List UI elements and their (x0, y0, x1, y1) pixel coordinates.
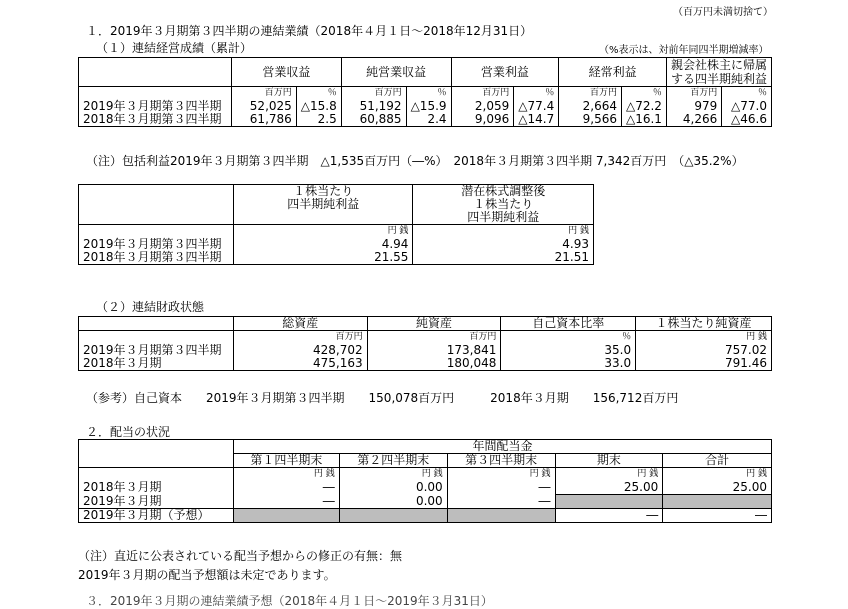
unit-yen-sen: 円 銭 (233, 225, 412, 239)
col-net-assets: 純資産 (367, 317, 501, 331)
row-label: 2018年３月期 (79, 357, 234, 371)
results-corner (79, 58, 232, 87)
results-table (78, 57, 772, 127)
col-year-end: 期末 (555, 454, 663, 468)
cell: 35.0 (501, 344, 636, 357)
cell: 9,096 (451, 113, 514, 127)
cell: 979 (666, 100, 721, 113)
unit-row-label (79, 87, 232, 101)
unit-cell: 百万円 (233, 331, 367, 345)
unit-yen: 百万円 (231, 87, 296, 101)
shaded-cell (233, 509, 339, 523)
row-label: 2019年３月期第３四半期 (79, 238, 234, 251)
unit-note: （百万円未満切捨て） (673, 7, 773, 18)
cell: 0.00 (339, 481, 447, 495)
table-row (79, 113, 772, 127)
unit-pct: ％ (296, 87, 341, 101)
table-row (79, 251, 594, 265)
col-total-assets: 総資産 (233, 317, 367, 331)
eps-col2-line1: 潜在株式調整後 (413, 185, 594, 199)
eps-col2-line2: １株当たり (413, 198, 594, 211)
col-bps: １株当たり純資産 (636, 317, 772, 331)
cell: 52,025 (231, 100, 296, 113)
col-operating-revenue: 営業収益 (231, 58, 341, 87)
cell: △77.4 (514, 100, 559, 113)
row-label: 2018年３月期 (79, 481, 234, 495)
cell: 21.55 (233, 251, 412, 265)
col-equity-ratio: 自己資本比率 (501, 317, 636, 331)
table-row (79, 481, 772, 495)
cell: △15.9 (406, 100, 451, 113)
cell: △15.8 (296, 100, 341, 113)
section3-title-cut: ３．2019年３月期の連結業績予想（2018年４月１日～2019年３月31日） (86, 594, 493, 608)
cell: 4.93 (413, 238, 594, 251)
unit-yen-sen: 円 銭 (555, 468, 663, 482)
dividends-table (78, 439, 772, 523)
unit-yen-sen: 円 銭 (413, 225, 594, 239)
col-operating-income: 営業利益 (451, 58, 559, 87)
eps-table (78, 184, 594, 265)
financial-table (78, 316, 772, 371)
table-row (79, 495, 772, 509)
unit-row-label (79, 468, 234, 482)
col-net-operating-revenue: 純営業収益 (341, 58, 451, 87)
table-row (79, 509, 772, 523)
unit-yen-sen: 円 銭 (447, 468, 555, 482)
eps-col2-line3: 四半期純利益 (413, 211, 594, 225)
cell: △46.6 (722, 113, 772, 127)
cell: 60,885 (341, 113, 406, 127)
unit-cell: 百万円 (367, 331, 501, 345)
cell: △72.2 (621, 100, 666, 113)
cell: 2,664 (559, 100, 622, 113)
cell: 33.0 (501, 357, 636, 371)
cell: 180,048 (367, 357, 501, 371)
col-ordinary-income: 経常利益 (559, 58, 667, 87)
financial-corner (79, 317, 234, 331)
cell: ― (663, 509, 772, 523)
cell: 61,786 (231, 113, 296, 127)
cell: ― (447, 495, 555, 509)
shaded-cell (339, 509, 447, 523)
cell: 51,192 (341, 100, 406, 113)
cell: 25.00 (663, 481, 772, 495)
eps-corner (79, 185, 234, 225)
cell: 25.00 (555, 481, 663, 495)
dividends-corner (79, 440, 234, 468)
eps-col1-spacer (233, 211, 412, 225)
cell: ― (555, 509, 663, 523)
col-total: 合計 (663, 454, 772, 468)
row-label: 2018年３月期第３四半期 (79, 113, 232, 127)
cell: 9,566 (559, 113, 622, 127)
cell: ― (447, 481, 555, 495)
cell: 428,702 (233, 344, 367, 357)
cell: ― (233, 481, 339, 495)
section2-title: ２．配当の状況 (86, 425, 171, 439)
cell: ― (233, 495, 339, 509)
row-label: 2019年３月期（予想） (79, 509, 234, 523)
comprehensive-income-note: （注）包括利益2019年３月期第３四半期 △1,535百万円（―%） 2018年３月期第３四半期 7,342百万円 （△35.2%） (86, 154, 744, 168)
unit-pct: ％ (406, 87, 451, 101)
col-q1-end: 第１四半期末 (233, 454, 339, 468)
cell: 475,163 (233, 357, 367, 371)
dividend-note2: 2019年３月期の配当予想額は未定であります。 (78, 568, 336, 582)
unit-cell: 円 銭 (636, 331, 772, 345)
unit-yen: 百万円 (666, 87, 721, 101)
cell: 4,266 (666, 113, 721, 127)
cell: △14.7 (514, 113, 559, 127)
col-q2-end: 第２四半期末 (339, 454, 447, 468)
cell: 0.00 (339, 495, 447, 509)
cell: 2,059 (451, 100, 514, 113)
table-row (79, 344, 772, 357)
row-label: 2018年３月期第３四半期 (79, 251, 234, 265)
unit-row-label (79, 225, 234, 239)
unit-pct: ％ (514, 87, 559, 101)
unit-yen-sen: 円 銭 (233, 468, 339, 482)
section1-title: １．2019年３月期第３四半期の連結業績（2018年４月１日～2018年12月31日） (86, 24, 533, 38)
cell: 21.51 (413, 251, 594, 265)
eps-col1-line1: １株当たり (233, 185, 412, 199)
shaded-cell (447, 509, 555, 523)
dividend-note1: （注）直近に公表されている配当予想からの修正の有無：無 (78, 549, 403, 563)
shaded-cell (555, 495, 663, 509)
unit-yen: 百万円 (451, 87, 514, 101)
cell: △77.0 (722, 100, 772, 113)
col-net-income-line1: 親会社株主に帰属 (666, 58, 771, 73)
row-label: 2019年３月期第３四半期 (79, 100, 232, 113)
unit-pct: ％ (722, 87, 772, 101)
cell: 791.46 (636, 357, 772, 371)
unit-row-label (79, 331, 234, 345)
unit-yen-sen: 円 銭 (663, 468, 772, 482)
cell: 2.5 (296, 113, 341, 127)
row-label: 2019年３月期 (79, 495, 234, 509)
reference-note: （参考）自己資本 2019年３月期第３四半期 150,078百万円 2018年３月期 156,712百万円 (86, 391, 679, 405)
unit-yen: 百万円 (559, 87, 622, 101)
unit-yen-sen: 円 銭 (339, 468, 447, 482)
financial-subtitle: （２）連結財政状態 (96, 300, 205, 314)
cell: △16.1 (621, 113, 666, 127)
cell: 4.94 (233, 238, 412, 251)
eps-col1-line2: 四半期純利益 (233, 198, 412, 211)
unit-cell: ％ (501, 331, 636, 345)
cell: 757.02 (636, 344, 772, 357)
col-net-income-line2: する四半期純利益 (666, 72, 771, 87)
unit-pct: ％ (621, 87, 666, 101)
cell: 173,841 (367, 344, 501, 357)
col-q3-end: 第３四半期末 (447, 454, 555, 468)
annual-dividend-header: 年間配当金 (233, 440, 771, 454)
results-subtitle: （１）連結経営成績（累計） (96, 41, 253, 55)
pct-note: （%表示は、対前年同四半期増減率） (599, 45, 769, 56)
shaded-cell (663, 495, 772, 509)
table-row (79, 357, 772, 371)
unit-yen: 百万円 (341, 87, 406, 101)
row-label: 2019年３月期第３四半期 (79, 344, 234, 357)
cell: 2.4 (406, 113, 451, 127)
